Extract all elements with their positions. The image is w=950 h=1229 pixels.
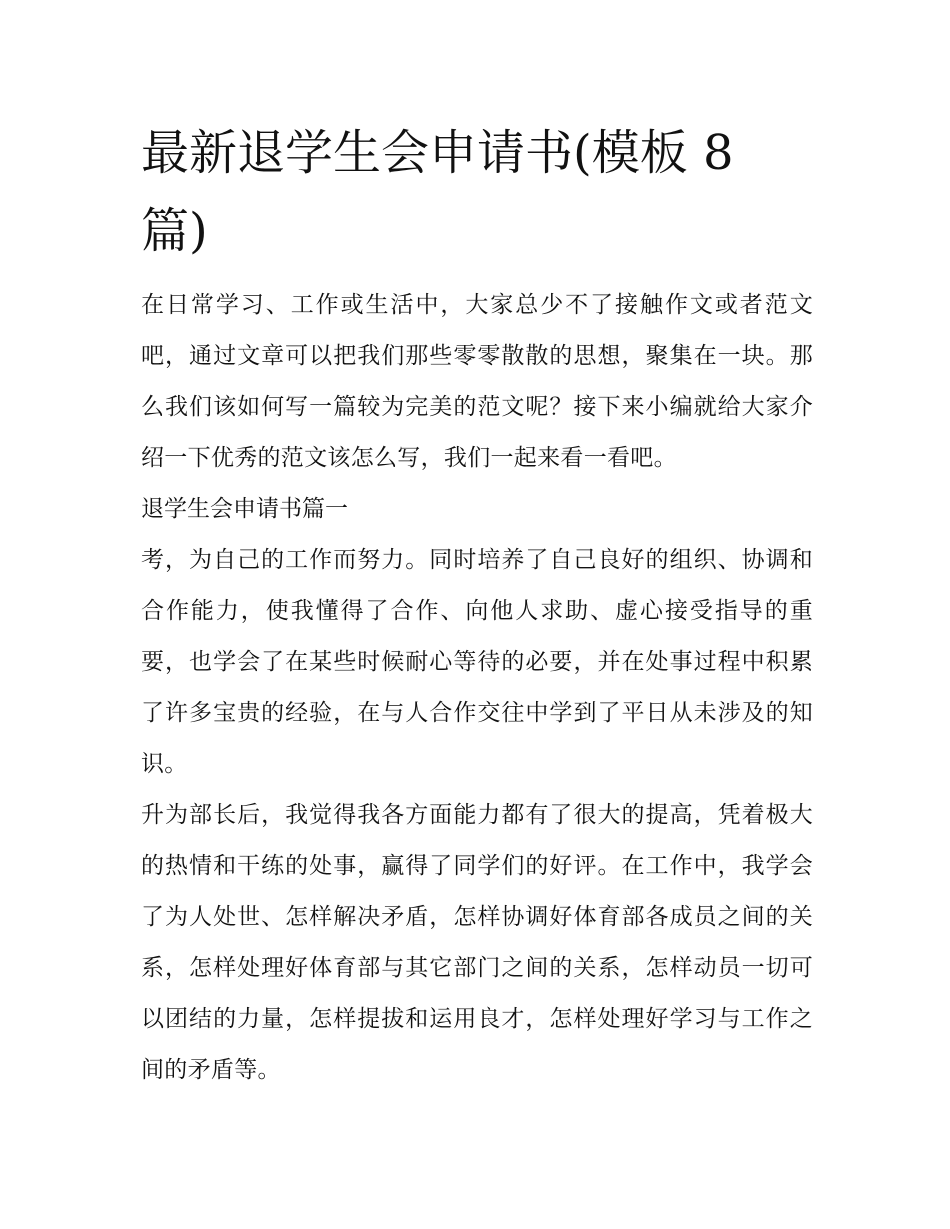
document-body [141, 114, 813, 1096]
document-title: 最新退学生会申请书(模板 8 篇) [141, 125, 734, 259]
intro-paragraph: 在日常学习、工作或生活中，大家总少不了接触作文或者范文吧，通过文章可以把我们那些零零散散的思想，聚集在一块。那么我们该如何写一篇较为完美的范文呢？接下来小编就给大家介绍一下优秀的范文该怎么写，我们一起来看一看吧。 [141, 292, 813, 471]
section-heading: 退学生会申请书篇一 [141, 496, 348, 522]
section-paragraph: 考，为自己的工作而努力。同时培养了自己良好的组织、协调和合作能力，使我懂得了合作、向他人求助、虚心接受指导的重要，也学会了在某些时候耐心等待的必要，并在处事过程中积累了许多宝贵的经验，在与人合作交往中学到了平日从未涉及的知识。 [141, 547, 813, 777]
section-paragraph: 升为部长后，我觉得我各方面能力都有了很大的提高，凭着极大的热情和干练的处事，赢得了同学们的好评。在工作中，我学会了为人处世、怎样解决矛盾，怎样协调好体育部各成员之间的关系，怎样处理好体育部与其它部门之间的关系，怎样动员一切可以团结的力量，怎样提拔和运用良才，怎样处理好学习与工作之间的矛盾等。 [141, 802, 813, 1083]
